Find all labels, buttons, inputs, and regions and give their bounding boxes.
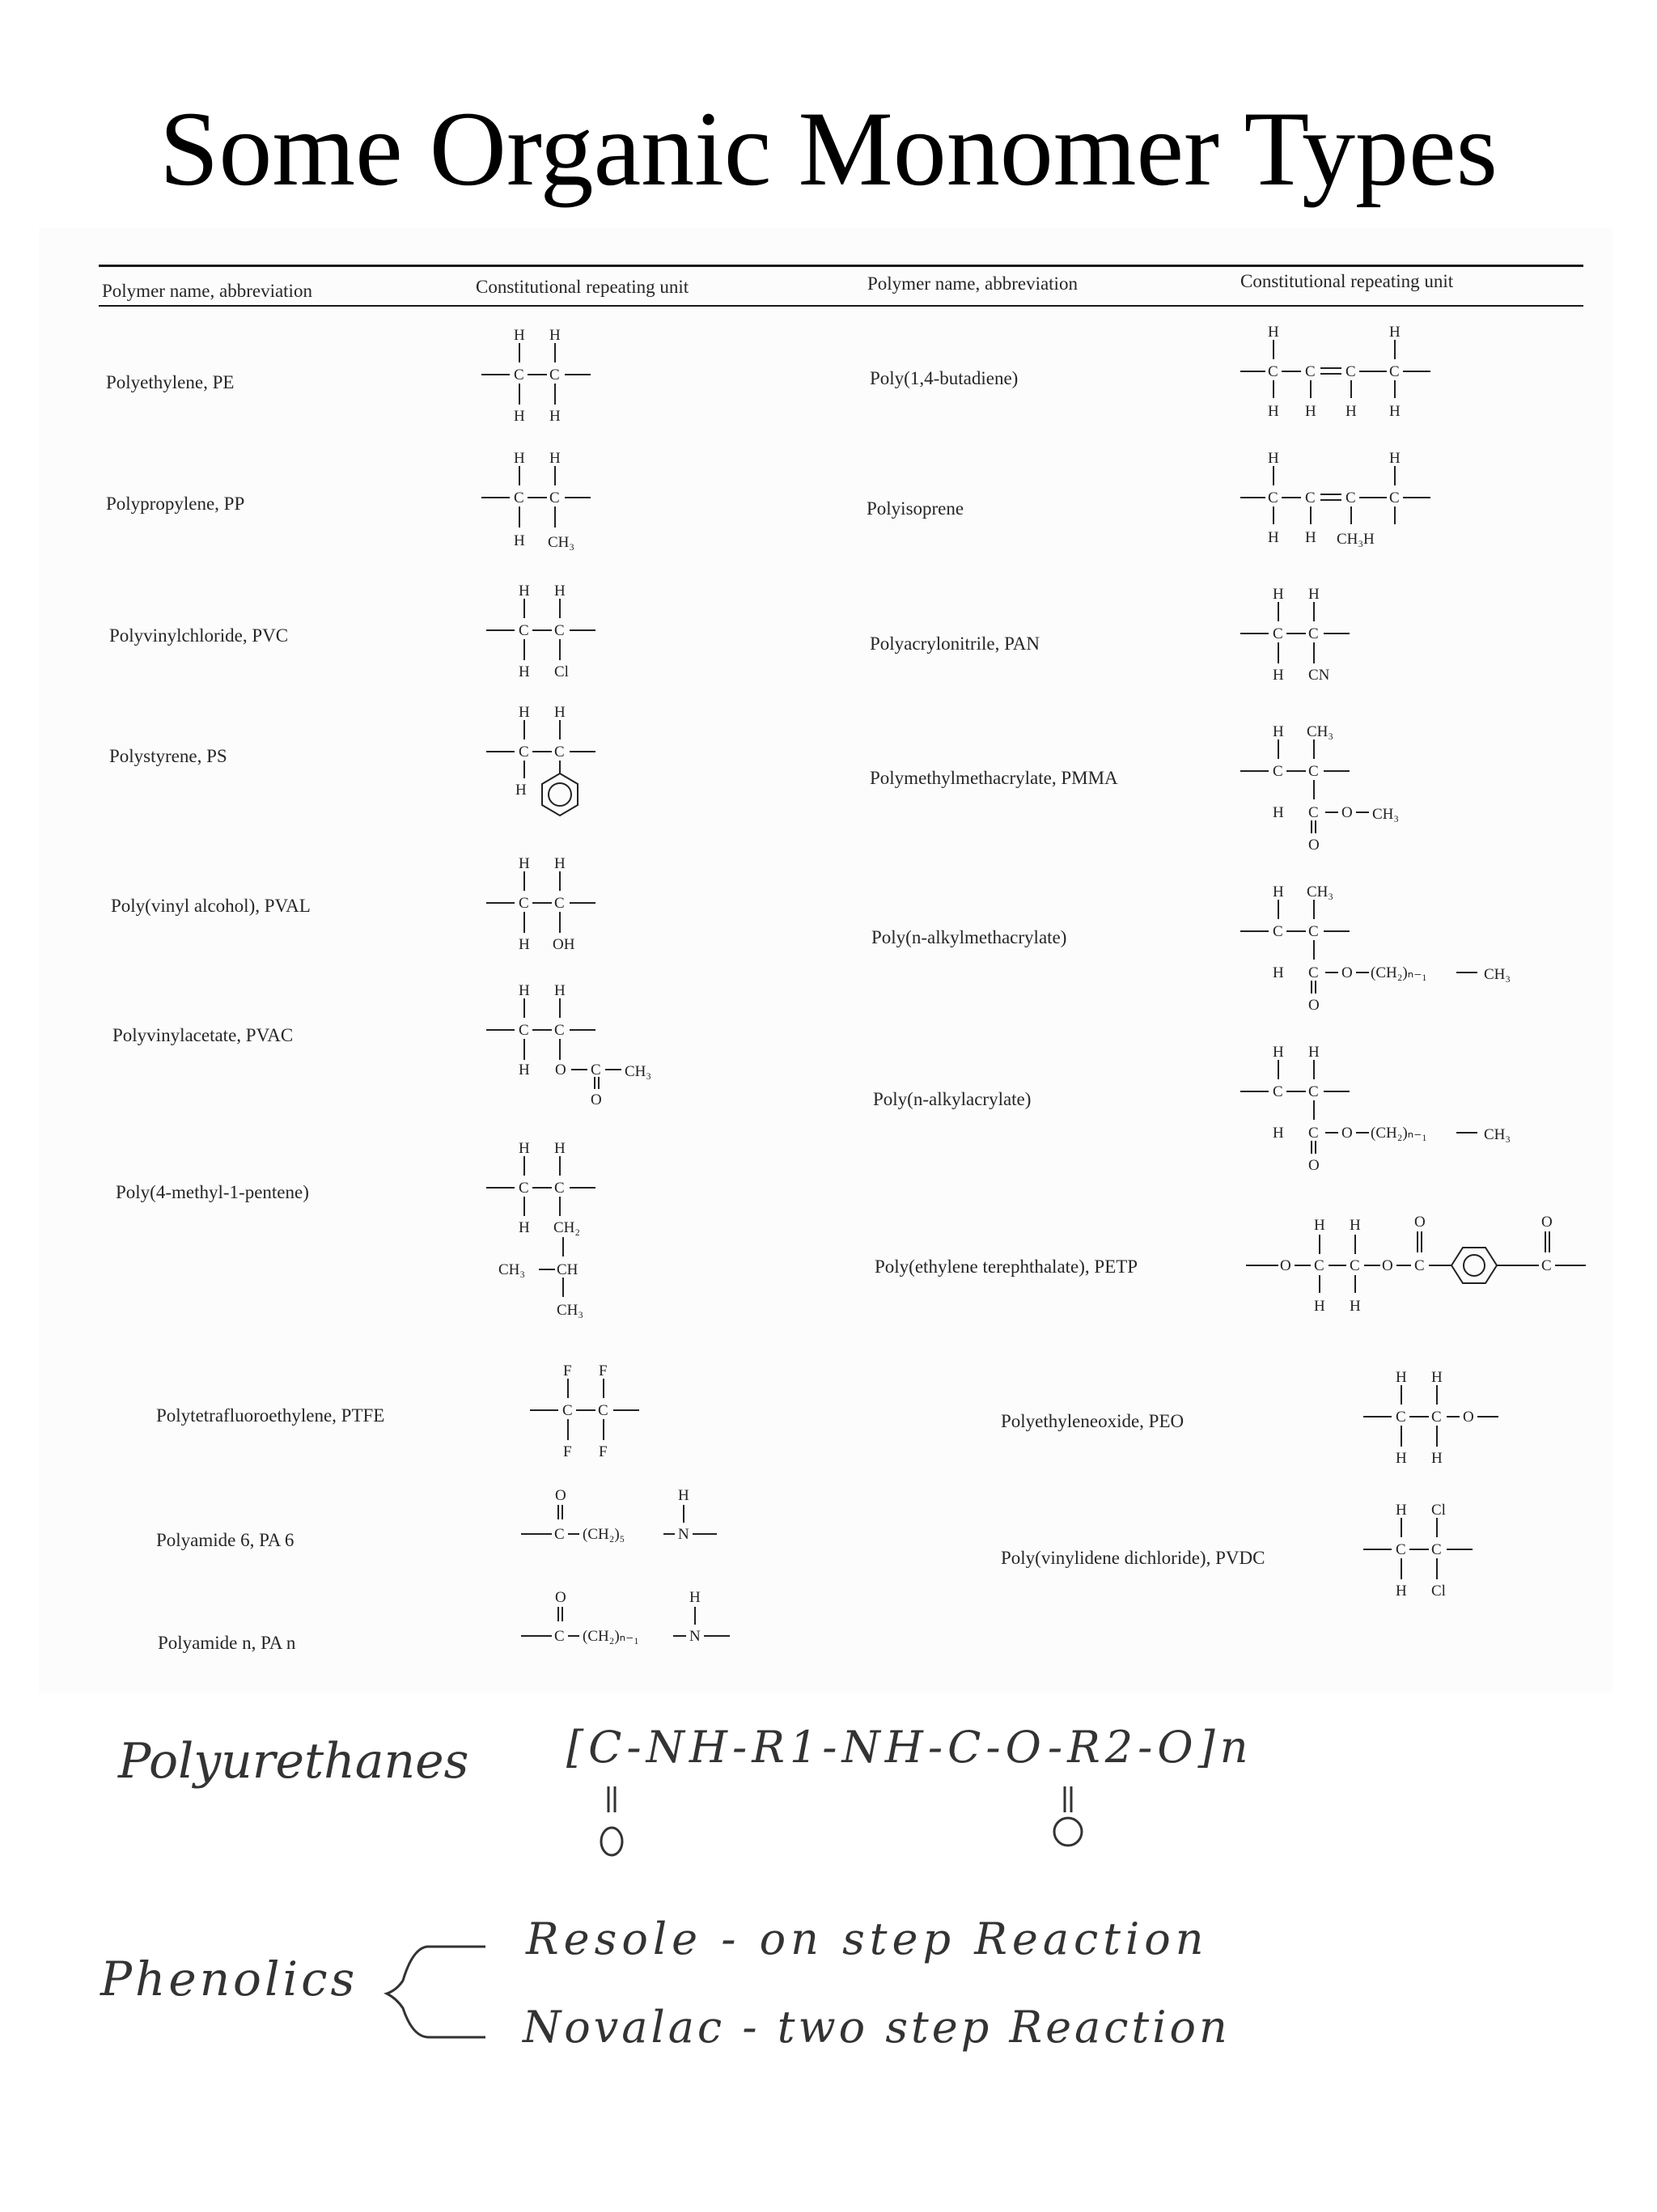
structure-pmma <box>1236 720 1447 866</box>
right-polymer-name: Polyisoprene <box>867 498 964 519</box>
svg-text:F: F <box>599 1362 608 1379</box>
polyurethanes-formula: [C-NH-R1-NH-C-O-R2-O]n <box>566 1722 1253 1773</box>
svg-text:C: C <box>1308 763 1319 780</box>
svg-text:C: C <box>1308 804 1319 821</box>
svg-text:CH₃: CH₃ <box>1307 884 1334 900</box>
svg-text:H: H <box>514 450 525 467</box>
svg-text:C: C <box>554 622 565 639</box>
svg-text:O: O <box>1341 804 1353 821</box>
svg-text:H: H <box>1350 1298 1361 1315</box>
right-polymer-name: Poly(n-alkylacrylate) <box>873 1089 1032 1109</box>
left-polymer-name: Polyvinylacetate, PVAC <box>112 1025 294 1045</box>
svg-text:C: C <box>554 1022 565 1039</box>
svg-text:H: H <box>1273 667 1284 684</box>
svg-text:H: H <box>554 704 566 721</box>
svg-text:C: C <box>549 489 560 506</box>
svg-text:O: O <box>1382 1257 1393 1274</box>
right-polymer-name: Polymethylmethacrylate, PMMA <box>870 768 1118 788</box>
svg-text:C: C <box>1305 489 1316 506</box>
svg-text:C: C <box>598 1402 608 1419</box>
svg-text:H: H <box>519 583 530 600</box>
svg-text:H: H <box>549 408 561 425</box>
header-right-unit: Constitutional repeating unit <box>1240 271 1454 291</box>
svg-text:C: C <box>1308 923 1319 940</box>
header-right-name: Polymer name, abbreviation <box>867 273 1078 294</box>
svg-text:Cl: Cl <box>1431 1583 1446 1600</box>
svg-text:H: H <box>1396 1583 1407 1600</box>
svg-text:C: C <box>1346 489 1356 506</box>
svg-text:O: O <box>1341 964 1353 981</box>
table-header-rule <box>99 305 1583 307</box>
left-polymer-name: Polyamide n, PA n <box>158 1633 296 1653</box>
svg-text:H: H <box>1396 1369 1407 1386</box>
header-left-unit: Constitutional repeating unit <box>476 277 689 297</box>
svg-text:CH₃H: CH₃H <box>1337 531 1375 548</box>
svg-text:O: O <box>555 1487 566 1504</box>
svg-text:H: H <box>519 704 530 721</box>
svg-text:C: C <box>1305 363 1316 380</box>
svg-text:H: H <box>1308 586 1320 603</box>
svg-text:O: O <box>1463 1409 1474 1426</box>
polyurethanes-label: Polyurethanes <box>118 1733 469 1790</box>
structure-poly-4-methyl-1-pentene <box>482 1137 644 1331</box>
svg-text:C: C <box>519 1022 529 1039</box>
svg-text:H: H <box>1314 1298 1325 1315</box>
svg-text:N: N <box>678 1526 689 1543</box>
svg-text:H: H <box>1305 403 1316 420</box>
left-polymer-name: Poly(vinyl alcohol), PVAL <box>111 896 311 916</box>
left-polymer-name: Polytetrafluoroethylene, PTFE <box>156 1405 385 1426</box>
svg-text:O: O <box>555 1062 566 1078</box>
right-polymer-name: Poly(vinylidene dichloride), PVDC <box>1001 1548 1265 1568</box>
svg-text:H: H <box>1431 1450 1443 1467</box>
structure-pa6 <box>515 1484 725 1565</box>
svg-text:H: H <box>549 450 561 467</box>
svg-text:O: O <box>1308 1157 1320 1174</box>
svg-text:(CH₂)ₙ₋₁: (CH₂)ₙ₋₁ <box>1371 1125 1427 1142</box>
svg-text:F: F <box>599 1443 608 1460</box>
structure-pvc <box>482 579 604 693</box>
svg-text:CH₃: CH₃ <box>557 1302 584 1319</box>
svg-text:H: H <box>1273 804 1284 821</box>
structure-pan <box>515 1586 741 1667</box>
svg-text:H: H <box>1273 723 1284 740</box>
svg-text:C: C <box>519 895 529 912</box>
structure-polyethylene <box>477 324 599 437</box>
structure-pan-right <box>1236 583 1358 696</box>
svg-text:H: H <box>1268 403 1279 420</box>
svg-text:C: C <box>1273 923 1283 940</box>
svg-text:C: C <box>1268 489 1278 506</box>
structure-ptfe <box>526 1359 647 1473</box>
left-polymer-name: Poly(4-methyl-1-pentene) <box>116 1182 309 1202</box>
svg-text:O: O <box>1308 997 1320 1014</box>
svg-text:H: H <box>1273 1044 1284 1061</box>
svg-text:O: O <box>591 1091 602 1108</box>
svg-text:CH₃: CH₃ <box>1484 966 1511 983</box>
svg-text:H: H <box>1389 450 1401 467</box>
structure-pvdc <box>1359 1498 1481 1612</box>
right-polymer-name: Polyethyleneoxide, PEO <box>1001 1411 1184 1431</box>
svg-text:C: C <box>562 1402 573 1419</box>
svg-text:C: C <box>1273 625 1283 642</box>
structure-polyisoprene <box>1236 447 1447 560</box>
structure-alkylacrylate <box>1236 1040 1552 1186</box>
svg-text:H: H <box>514 327 525 344</box>
svg-text:H: H <box>1308 1044 1320 1061</box>
svg-text:H: H <box>554 583 566 600</box>
svg-text:C: C <box>1346 363 1356 380</box>
structure-petp <box>1246 1214 1602 1327</box>
svg-text:C: C <box>554 895 565 912</box>
svg-text:H: H <box>1396 1502 1407 1519</box>
svg-text:H: H <box>1268 529 1279 546</box>
svg-text:C: C <box>1314 1257 1324 1274</box>
svg-text:C: C <box>1273 1083 1283 1100</box>
left-polymer-name: Polystyrene, PS <box>109 746 227 766</box>
svg-text:C: C <box>514 489 524 506</box>
svg-text:H: H <box>515 782 527 799</box>
svg-text:C: C <box>1396 1541 1406 1558</box>
svg-text:O: O <box>1414 1214 1426 1231</box>
svg-text:C: C <box>1308 964 1319 981</box>
svg-text:Cl: Cl <box>554 663 569 680</box>
svg-text:CH₃: CH₃ <box>1372 806 1400 823</box>
svg-text:H: H <box>519 936 530 953</box>
svg-text:N: N <box>689 1628 701 1645</box>
structure-peo <box>1359 1366 1537 1479</box>
structure-pval <box>482 852 604 965</box>
svg-text:C: C <box>1431 1409 1442 1426</box>
svg-text:O: O <box>1341 1125 1353 1142</box>
svg-text:C: C <box>554 1526 565 1543</box>
svg-text:O: O <box>555 1589 566 1606</box>
structure-polybutadiene <box>1236 320 1447 434</box>
svg-text:CH: CH <box>557 1261 578 1278</box>
structure-pvac <box>482 979 693 1117</box>
svg-text:C: C <box>554 1180 565 1197</box>
svg-text:C: C <box>519 622 529 639</box>
svg-text:H: H <box>1273 1125 1284 1142</box>
svg-text:O: O <box>1308 837 1320 854</box>
svg-text:O: O <box>1280 1257 1291 1274</box>
left-polymer-name: Polyvinylchloride, PVC <box>109 625 289 646</box>
structure-polypropylene <box>477 447 599 560</box>
svg-text:H: H <box>519 1062 530 1078</box>
svg-text:H: H <box>1273 964 1284 981</box>
svg-text:H: H <box>519 1219 530 1236</box>
structure-alkylmethacrylate <box>1236 880 1552 1026</box>
svg-text:H: H <box>1396 1450 1407 1467</box>
svg-text:C: C <box>1273 763 1283 780</box>
svg-text:OH: OH <box>553 936 575 953</box>
svg-text:H: H <box>1389 403 1401 420</box>
svg-text:CN: CN <box>1308 667 1330 684</box>
svg-text:H: H <box>519 855 530 872</box>
svg-text:CH₃: CH₃ <box>498 1261 526 1278</box>
svg-text:C: C <box>591 1062 601 1078</box>
table-top-rule <box>99 265 1583 267</box>
svg-text:H: H <box>554 1140 566 1157</box>
svg-text:(CH₂)ₙ₋₁: (CH₂)ₙ₋₁ <box>583 1628 639 1645</box>
resole-note: Resole - on step Reaction <box>526 1913 1209 1964</box>
right-polymer-name: Poly(ethylene terephthalate), PETP <box>875 1256 1138 1277</box>
svg-text:H: H <box>554 855 566 872</box>
svg-text:H: H <box>1273 586 1284 603</box>
svg-text:CH₂: CH₂ <box>553 1219 581 1236</box>
svg-text:H: H <box>1268 450 1279 467</box>
svg-text:H: H <box>1389 324 1401 341</box>
right-polymer-name: Polyacrylonitrile, PAN <box>870 634 1040 654</box>
svg-text:H: H <box>519 982 530 999</box>
svg-text:C: C <box>1308 625 1319 642</box>
svg-text:H: H <box>514 532 525 549</box>
svg-text:C: C <box>1350 1257 1360 1274</box>
left-polymer-name: Polypropylene, PP <box>106 494 245 514</box>
novalac-note: Novalac - two step Reaction <box>523 2002 1231 2053</box>
svg-text:H: H <box>554 982 566 999</box>
svg-text:H: H <box>1350 1217 1361 1234</box>
svg-text:C: C <box>519 744 529 761</box>
svg-text:C: C <box>1396 1409 1406 1426</box>
page-title: Some Organic Monomer Types <box>159 89 1498 208</box>
svg-text:CH₃: CH₃ <box>1484 1126 1511 1143</box>
left-polymer-name: Polyamide 6, PA 6 <box>156 1530 295 1550</box>
svg-text:H: H <box>519 1140 530 1157</box>
svg-text:C: C <box>1541 1257 1552 1274</box>
svg-text:C: C <box>1308 1083 1319 1100</box>
phenolics-bracket <box>380 1934 494 2047</box>
svg-text:H: H <box>1305 529 1316 546</box>
svg-text:C: C <box>554 1628 565 1645</box>
phenolics-label: Phenolics <box>100 1951 358 2006</box>
svg-text:CH₃: CH₃ <box>625 1063 652 1080</box>
right-polymer-name: Poly(n-alkylmethacrylate) <box>871 927 1067 947</box>
svg-text:H: H <box>1273 884 1284 900</box>
structure-polystyrene <box>482 701 604 838</box>
svg-text:C: C <box>514 367 524 383</box>
svg-text:C: C <box>1414 1257 1425 1274</box>
svg-text:C: C <box>1389 489 1400 506</box>
svg-text:H: H <box>519 663 530 680</box>
svg-text:C: C <box>1431 1541 1442 1558</box>
right-polymer-name: Poly(1,4-butadiene) <box>870 368 1019 388</box>
svg-text:C: C <box>519 1180 529 1197</box>
svg-text:CH₃: CH₃ <box>1307 723 1334 740</box>
svg-text:C: C <box>1308 1125 1319 1142</box>
svg-text:H: H <box>678 1487 689 1504</box>
svg-text:C: C <box>1268 363 1278 380</box>
svg-text:F: F <box>563 1362 572 1379</box>
svg-text:CH₃: CH₃ <box>548 534 575 551</box>
svg-text:(CH₂)ₙ₋₁: (CH₂)ₙ₋₁ <box>1371 964 1427 981</box>
svg-text:C: C <box>554 744 565 761</box>
polyurethanes-carbonyl-marks <box>579 1780 1146 1877</box>
header-left-name: Polymer name, abbreviation <box>102 281 312 301</box>
svg-text:C: C <box>1389 363 1400 380</box>
svg-text:H: H <box>549 327 561 344</box>
svg-text:C: C <box>549 367 560 383</box>
svg-text:H: H <box>1346 403 1357 420</box>
svg-text:H: H <box>1268 324 1279 341</box>
left-polymer-name: Polyethylene, PE <box>106 372 235 392</box>
svg-text:O: O <box>1541 1214 1553 1231</box>
svg-text:H: H <box>689 1589 701 1606</box>
svg-text:F: F <box>563 1443 572 1460</box>
svg-text:H: H <box>514 408 525 425</box>
svg-text:H: H <box>1314 1217 1325 1234</box>
svg-text:Cl: Cl <box>1431 1502 1446 1519</box>
svg-text:H: H <box>1431 1369 1443 1386</box>
svg-text:(CH₂)₅: (CH₂)₅ <box>583 1526 625 1543</box>
